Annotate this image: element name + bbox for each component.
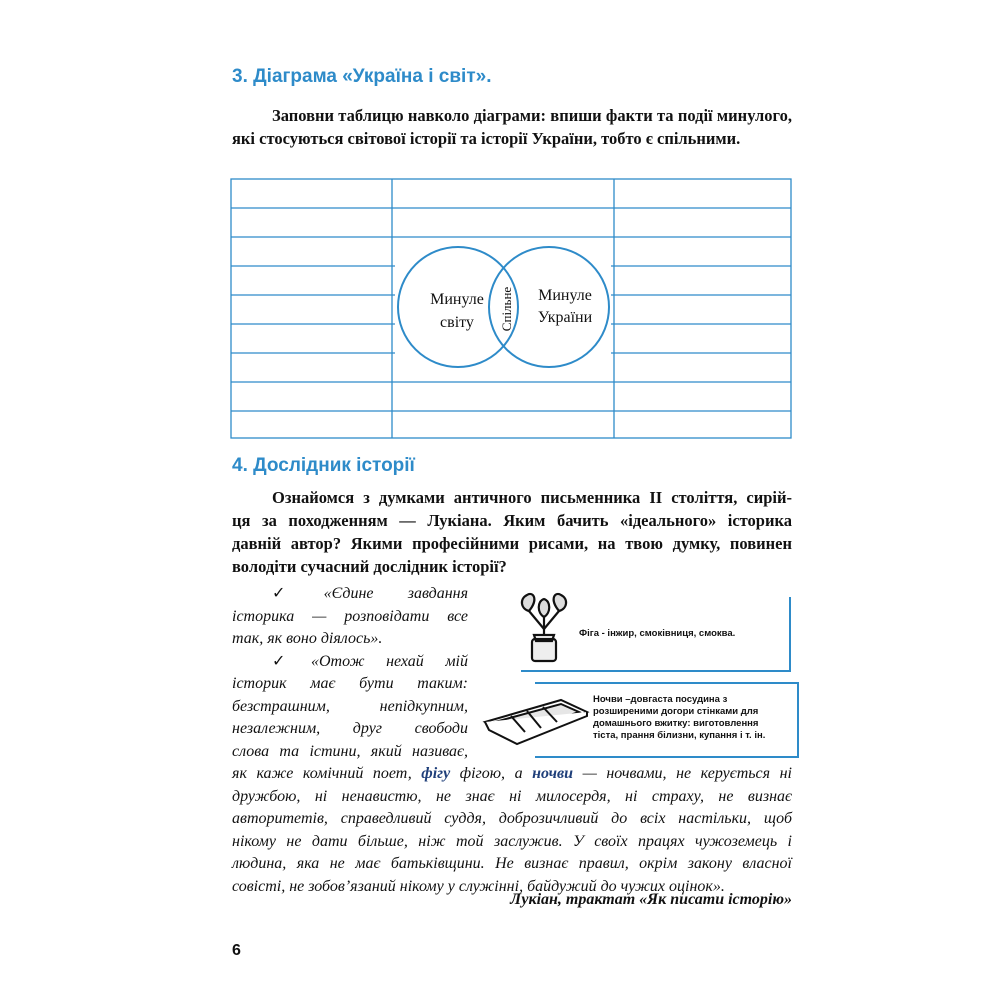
quote-2-line: людина, яка не має батьківщини. Не визнає правил, окрім закону власної [232, 855, 792, 872]
quote-2-line: дружбою, ні ненавистю, не знає ні милосердя, ні страху, не визнає [232, 787, 792, 805]
venn-right-line1: Минуле [538, 287, 592, 304]
quote-2-line: слова та істини, який називає, [232, 742, 468, 760]
quote-2-line: ✓ «Отож нехай мій [272, 652, 469, 670]
task-line: Ознайомся з думками античного письменника II століття, сирій- [272, 488, 792, 507]
callout-fig-text: Фіга - інжир, смоківниця, смоква. [579, 628, 736, 639]
task-line: давній автор? Якими професійними рисами, на твою думку, повинен [232, 534, 792, 553]
callout-nochvy-text: Ночви –довгаста посудина з розширеними догори стінками для домашнього вжитку: виготовлення тіста, прання білизни, купання і т. ін. [593, 694, 766, 741]
quote-1-line: історика — розповідати все [232, 607, 468, 625]
task-line: володіти сучасний дослідник історії? [232, 557, 507, 576]
quote-2-line: історик має бути таким: [232, 675, 468, 692]
callout-nochvy [535, 682, 799, 758]
page-number: 6 [232, 942, 241, 959]
trough-icon [481, 694, 591, 746]
quote-2-line: незалежним, друг свободи [232, 720, 468, 737]
term-nochvy: ночви [532, 765, 574, 782]
quote-1-line: ✓ «Єдине завдання [272, 585, 468, 602]
quote-2-line: нікому не дати більше, ніж той заслужив. У своїх працях чужоземець і [232, 832, 792, 850]
quote-attribution: Лукіан, трактат «Як писати історію» [510, 891, 792, 908]
quote-2-line: безстрашним, непідкупним, [232, 697, 468, 715]
venn-left-line1: Минуле [430, 291, 484, 308]
section-4-title: 4. Дослідник історії [232, 455, 415, 476]
quote-2-line: як каже комічний поет, фігу фігою, а ночви — ночвами, не керується ні [232, 765, 792, 782]
section-3-task: Заповни таблицю навколо діаграми: впиши факти та події минулого, які стосуються світової історії та історії України, тобто є спільними. [232, 106, 792, 148]
checkmark-icon: ✓ [272, 652, 303, 670]
quote-wide-column [232, 763, 792, 898]
venn-middle-label: Спільне [498, 286, 514, 332]
task-line: ця за походженням — Лукіана. Яким бачить «ідеального» історика [232, 511, 792, 530]
checkmark-icon: ✓ [272, 585, 316, 602]
section-3-title: 3. Діаграма «Україна і світ». [232, 66, 492, 87]
venn-right-line2: України [537, 309, 593, 326]
quote-2-line: совісті, не зобов’язаний нікому у служінні, байдужий до чужих оцінок». [232, 877, 725, 895]
venn-left-line2: світу [440, 314, 474, 331]
ukraine-world-table [229, 177, 793, 441]
callout-fig [521, 597, 791, 672]
quote-narrow-column [232, 583, 468, 763]
term-figu: фігу [421, 765, 451, 782]
quote-1-line: так, як воно діялось». [232, 630, 383, 647]
quote-2-line: авторитетів, справедливий суддя, доброзичливий до всіх настільки, щоб [232, 810, 792, 827]
section-4-task [232, 486, 792, 578]
fig-tree-icon [515, 589, 573, 667]
